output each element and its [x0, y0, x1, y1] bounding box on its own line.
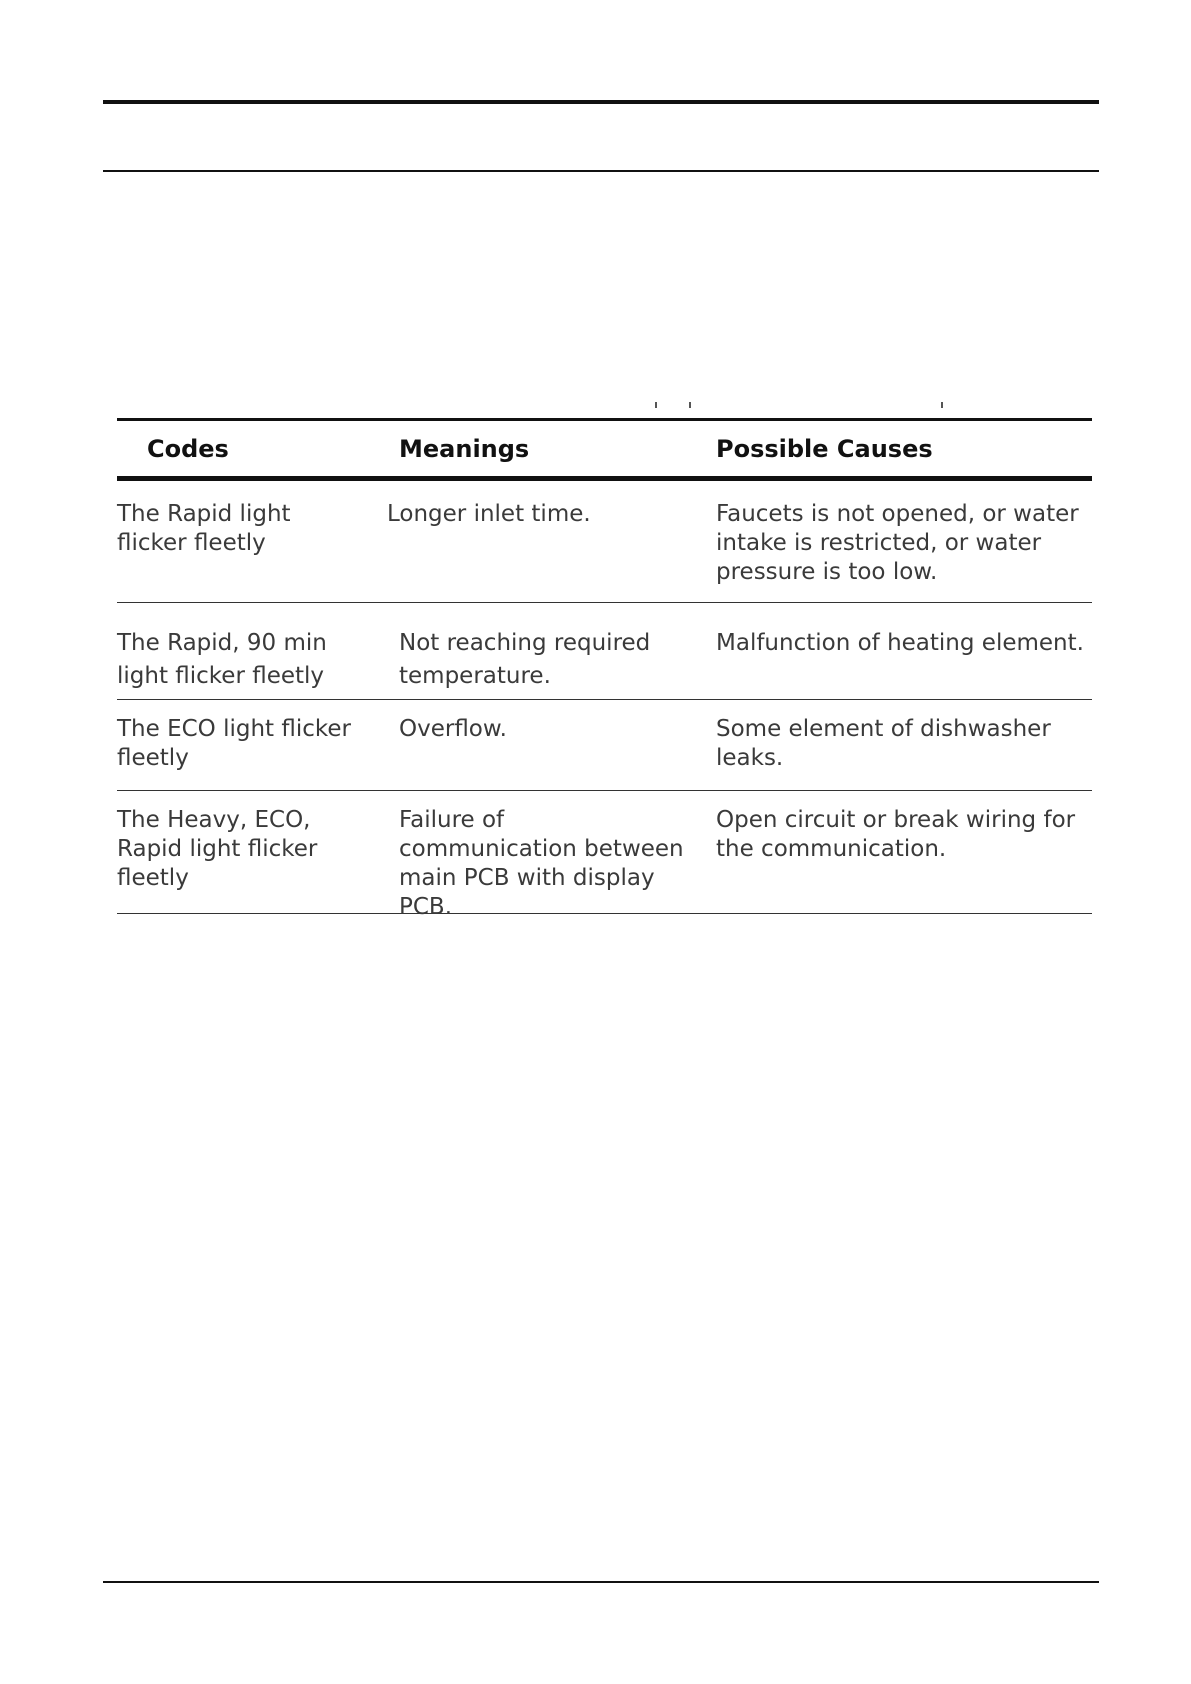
header-rule-thin — [103, 170, 1099, 172]
error-code-table — [117, 418, 1092, 920]
code-cell: The Rapid, 90 min light flicker fleetly — [117, 630, 327, 689]
table-row — [117, 481, 1092, 603]
meaning-cell: Not reaching required temperature. — [399, 630, 651, 689]
code-cell: The ECO light flicker fleetly — [117, 716, 352, 771]
header-rule-thick — [103, 100, 1099, 104]
footer-rule — [103, 1581, 1099, 1583]
header-codes: Codes — [147, 434, 229, 463]
header-possible-causes: Possible Causes — [716, 434, 933, 463]
code-cell: The Heavy, ECO, Rapid light flicker fleetly — [117, 807, 318, 891]
cause-cell: Some element of dishwasher leaks. — [716, 716, 1051, 771]
table-row — [117, 791, 1092, 920]
table-row — [117, 700, 1092, 791]
meaning-cell: Failure of communication between main PCB with display PCB. — [399, 807, 684, 920]
cause-cell: Faucets is not opened, or water intake is restricted, or water pressure is too low. — [716, 501, 1079, 585]
cropped-text-remnant — [117, 402, 1092, 410]
table-row — [117, 603, 1092, 700]
table-header-row — [117, 418, 1092, 481]
meaning-cell: Longer inlet time. — [387, 501, 591, 527]
code-cell: The Rapid light flicker fleetly — [117, 501, 291, 556]
meaning-cell: Overflow. — [399, 716, 507, 742]
cause-cell: Open circuit or break wiring for the communication. — [716, 807, 1076, 862]
header-meanings: Meanings — [399, 434, 530, 463]
cause-cell: Malfunction of heating element. — [716, 630, 1084, 656]
